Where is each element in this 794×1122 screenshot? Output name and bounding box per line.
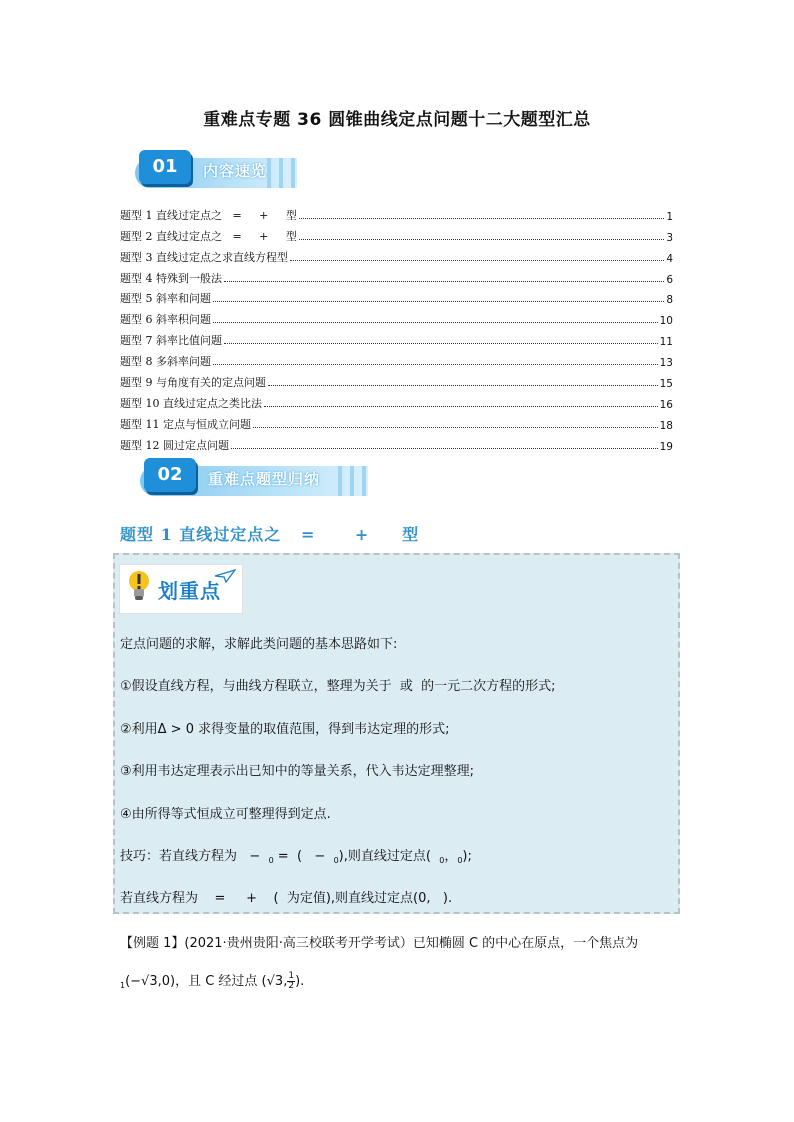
toc-entry[interactable]	[120, 244, 673, 265]
toc-page-number: 6	[666, 273, 673, 286]
toc-page-number: 19	[659, 440, 673, 453]
key-points-logo-text: 划重点	[158, 579, 221, 603]
toc-entry-title: 题型 3 直线过定点之求直线方程型	[120, 250, 288, 264]
toc-leader	[253, 427, 658, 428]
toc-entry-title: 题型 1 直线过定点之 = + 型	[120, 208, 297, 222]
tip-trick-line: 技巧：若直线方程为 − $_0$ = ( − $_0$),则直线过定点( $_0$，$_0$);	[120, 849, 472, 865]
toc-page-number: 4	[666, 252, 673, 265]
toc-entry[interactable]	[120, 223, 673, 244]
section-label: 内容速览	[203, 162, 268, 180]
section-banner-types	[132, 458, 368, 502]
toc-page-number: 13	[659, 357, 673, 370]
toc-leader	[213, 301, 664, 302]
lightbulb-icon	[126, 569, 152, 603]
toc-entry[interactable]	[120, 369, 673, 390]
toc-page-number: 15	[659, 378, 673, 391]
toc-leader	[268, 385, 658, 386]
toc-leader	[213, 364, 658, 365]
toc-entry-title: 题型 11 定点与恒成立问题	[120, 417, 251, 431]
toc-entry-title: 题型 12 圆过定点问题	[120, 438, 229, 452]
toc-entry-title: 题型 7 斜率比值问题	[120, 334, 222, 348]
toc-leader	[264, 406, 658, 407]
example-text: 【例题 1】(2021·贵州贵阳·高三校联考开学考试）已知椭圆 C 的中心在原点，一个焦点为	[120, 936, 639, 951]
type-heading: 题型 1 直线过定点之 = + 型	[120, 525, 420, 544]
tip-step-2: ②利用Δ > 0 求得变量的取值范围，得到韦达定理的形式;	[120, 722, 450, 737]
tip-step-4: ④由所得等式恒成立可整理得到定点.	[120, 807, 331, 822]
toc-page-number: 11	[659, 336, 673, 349]
toc-leader	[299, 239, 664, 240]
toc-page-number: 10	[659, 315, 673, 328]
toc-entry[interactable]	[120, 348, 673, 369]
toc-entry-title: 题型 5 斜率和问题	[120, 292, 211, 306]
toc-entry-title: 题型 2 直线过定点之 = + 型	[120, 229, 297, 243]
tip-step-3: ③利用韦达定理表示出已知中的等量关系，代入韦达定理整理;	[120, 764, 475, 779]
toc-page-number: 8	[666, 294, 673, 307]
toc-entry-title: 题型 6 斜率积问题	[120, 313, 211, 327]
toc-leader	[299, 218, 664, 219]
key-points-logo	[119, 564, 243, 614]
example-text-cont: $_1$(−√3,0)，且 C 经过点 (√3, $\frac{1}{2}$).	[120, 971, 305, 991]
toc-entry[interactable]	[120, 411, 673, 432]
toc-entry[interactable]	[120, 390, 673, 411]
section-label: 重难点题型归纳	[208, 470, 321, 488]
toc-page-number: 3	[666, 231, 673, 244]
section-number: 02	[144, 458, 196, 492]
toc-leader	[224, 343, 658, 344]
toc-entry[interactable]	[120, 265, 673, 286]
toc-leader	[224, 281, 664, 282]
toc-entry[interactable]	[120, 432, 673, 453]
toc-entry-title: 题型 8 多斜率问题	[120, 355, 211, 369]
toc-page-number: 1	[666, 210, 673, 223]
toc-leader	[290, 260, 664, 261]
tip-step-1: ①假设直线方程，与曲线方程联立，整理为关于 或 的一元二次方程的形式;	[120, 679, 556, 694]
toc-entry-title: 题型 9 与角度有关的定点问题	[120, 376, 266, 390]
section-number: 01	[139, 150, 191, 184]
toc-leader	[231, 448, 658, 449]
document-title: 重难点专题 36 圆锥曲线定点问题十二大题型汇总	[203, 110, 591, 130]
toc-entry[interactable]	[120, 306, 673, 327]
toc-page-number: 18	[659, 419, 673, 432]
section-banner-overview	[127, 150, 297, 194]
tip-line-2: 若直线方程为 = + ( 为定值),则直线过定点(0, ).	[120, 891, 453, 906]
toc-entry[interactable]	[120, 327, 673, 348]
toc-leader	[213, 322, 658, 323]
toc-page-number: 16	[659, 398, 673, 411]
toc-entry-title: 题型 4 特殊到一般法	[120, 271, 222, 285]
toc-entry[interactable]	[120, 286, 673, 307]
toc-entry[interactable]	[120, 202, 673, 223]
tip-intro: 定点问题的求解，求解此类问题的基本思路如下:	[120, 637, 398, 652]
paper-plane-icon	[214, 569, 236, 583]
toc-entry-title: 题型 10 直线过定点之类比法	[120, 396, 262, 410]
table-of-contents	[120, 202, 673, 453]
